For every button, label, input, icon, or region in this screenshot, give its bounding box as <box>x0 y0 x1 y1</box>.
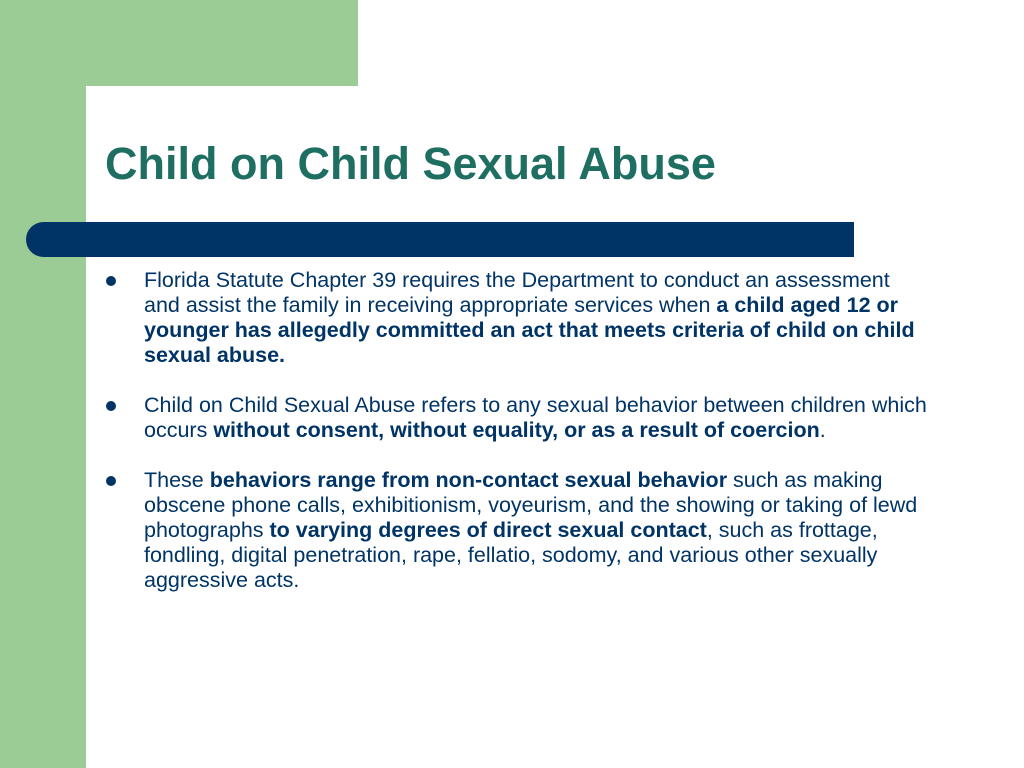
bold-text-segment: a child aged 12 or younger has allegedly committed an act that meets criteria of child on child sexual abuse. <box>144 293 915 367</box>
text-segment: . <box>819 418 826 442</box>
bullet-item <box>100 393 930 443</box>
text-segment: , such as frottage, fondling, digital penetration, rape, fellatio, sodomy, and various other sexually aggressive acts. <box>144 518 878 592</box>
text-segment: such as making obscene phone calls, exhibitionism, voyeurism, and the showing or taking of lewd photographs <box>144 468 918 542</box>
decorative-green-band-left <box>0 0 86 768</box>
bold-text-segment: behaviors range from non-contact sexual behavior <box>209 468 728 492</box>
decorative-green-band-top <box>0 0 358 86</box>
slide-title: Child on Child Sexual Abuse <box>105 138 716 189</box>
bullet-dot-icon <box>106 276 116 286</box>
bullet-dot-icon <box>106 401 116 411</box>
bullet-text <box>144 393 927 442</box>
bullet-item <box>100 268 930 368</box>
bullet-text <box>144 468 917 592</box>
bold-text-segment: to varying degrees of direct sexual contact <box>269 518 707 542</box>
bullet-list <box>100 268 930 618</box>
title-underline-bar <box>26 222 854 257</box>
bullet-text <box>144 268 915 367</box>
text-segment: These <box>144 468 210 492</box>
text-segment: Florida Statute Chapter 39 requires the Department to conduct an assessment and assist the family in receiving appropriate services when <box>144 268 890 317</box>
decorative-rounded-corner <box>86 86 146 146</box>
text-segment: Child on Child Sexual Abuse refers to any sexual behavior between children which occurs <box>144 393 927 442</box>
bullet-item <box>100 468 930 593</box>
bold-text-segment: without consent, without equality, or as a result of coercion <box>213 418 820 442</box>
bullet-dot-icon <box>106 476 116 486</box>
